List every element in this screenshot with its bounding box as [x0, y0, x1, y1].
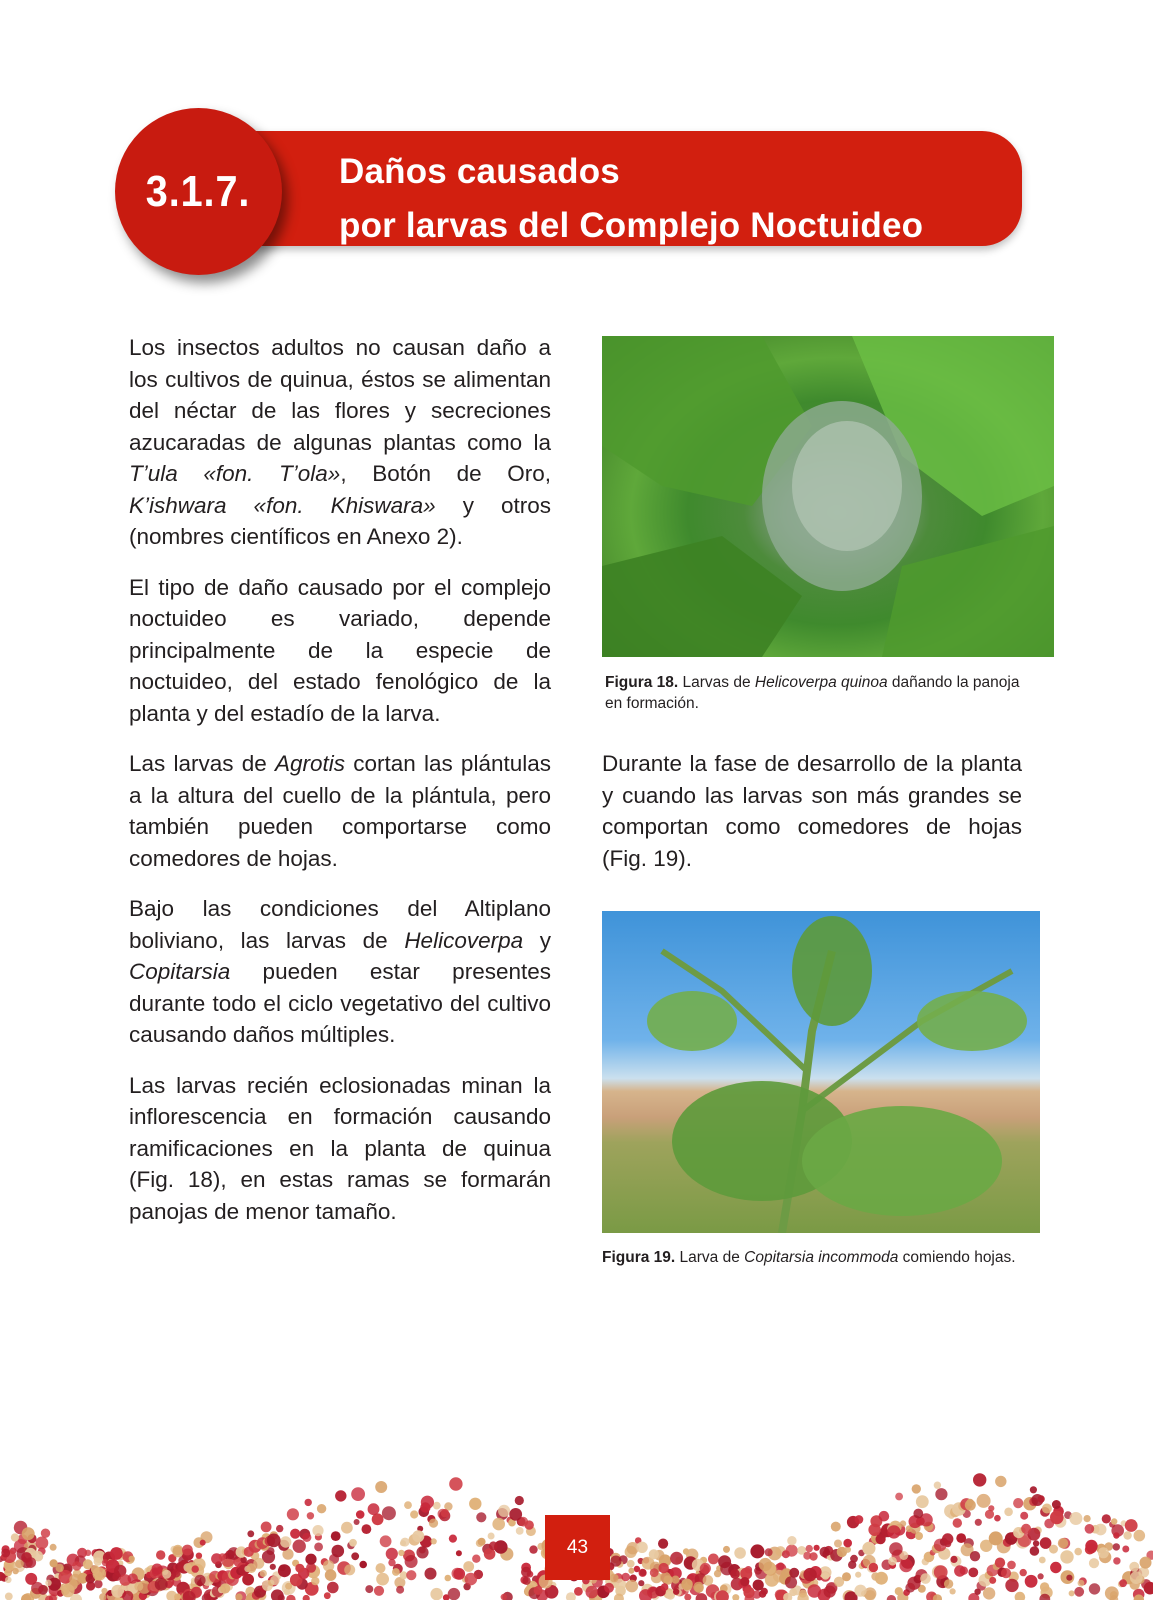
page-number-box	[545, 1515, 610, 1580]
plant-illustration	[602, 911, 1040, 1233]
figure-label: Figura 19.	[602, 1249, 676, 1266]
text-run: pueden estar presentes durante todo el ciclo vegetativo del cultivo causando daños múltiples.	[129, 959, 551, 1047]
text-run: comiendo hojas.	[898, 1249, 1016, 1266]
section-title-line-2: por larvas del Complejo Noctuideo	[339, 206, 924, 245]
paragraph-damage-type: El tipo de daño causado por el complejo noctuideo es variado, depende principalmente de la especie de noctuideo, del estado fenológico de la planta y del estadío de la larva.	[129, 574, 551, 726]
text-run: dañando la panoja en formación.	[605, 674, 1020, 712]
section-title	[339, 145, 999, 253]
figure-18-photo	[602, 336, 1054, 657]
paragraph-newly-hatched: Las larvas recién eclosionadas minan la inflorescencia en formación causando ramificaciones en la planta de quinua (Fig. 18), en estas ramas se formarán panojas de menor tamaño.	[129, 1072, 551, 1224]
text-run: cortan las plántulas a la altura del cuello de la plántula, pero también pueden comportarse como comedores de hojas.	[129, 751, 551, 871]
page-number: 43	[566, 1536, 589, 1558]
text-run: Larva de	[675, 1249, 745, 1266]
text-run: Larvas de	[678, 674, 755, 691]
figure-18-caption	[605, 672, 1025, 714]
paragraph-development-phase: Durante la fase de desarrollo de la planta y cuando las larvas son más grandes se comportan como comedores de hojas (Fig. 19).	[602, 751, 1022, 871]
text-run: , Botón de Oro,	[340, 461, 551, 486]
figure-label: Figura 18.	[605, 674, 679, 691]
text-run: Los insectos adultos no causan daño a los cultivos de quinua, éstos se alimentan del néctar de las flores y secreciones azucaradas de algunas plantas como la	[129, 335, 551, 455]
italic-genus-name: Copitarsia	[129, 959, 231, 984]
figure-19-caption	[602, 1247, 1022, 1268]
italic-genus-name: Helicoverpa	[404, 927, 524, 953]
leaf-illustration	[602, 336, 1054, 657]
text-run: y	[523, 927, 551, 953]
italic-species-name: Copitarsia incommoda	[744, 1249, 899, 1266]
text-run: Bajo las condiciones del Altiplano boliviano, las larvas de	[129, 896, 551, 953]
paragraph-adult-insects	[129, 332, 551, 553]
figure-19-photo	[602, 911, 1040, 1233]
italic-plant-name: K’ishwara «fon. Khiswara»	[129, 492, 436, 518]
left-text-column	[129, 332, 551, 1246]
section-number-badge	[115, 108, 282, 275]
section-number: 3.1.7.	[146, 166, 251, 216]
paragraph-agrotis	[129, 748, 551, 874]
italic-species-name: Helicoverpa quinoa	[754, 674, 888, 691]
italic-plant-name: T’ula «fon. T’ola»	[129, 461, 341, 486]
right-text-column	[602, 748, 1022, 893]
italic-genus-name: Agrotis	[274, 751, 345, 776]
section-title-line-1: Daños causados	[339, 152, 620, 191]
text-run: Las larvas de	[129, 751, 275, 776]
text-run: y otros (nombres científicos en Anexo 2).	[129, 492, 551, 549]
paragraph-altiplano	[129, 893, 551, 1051]
